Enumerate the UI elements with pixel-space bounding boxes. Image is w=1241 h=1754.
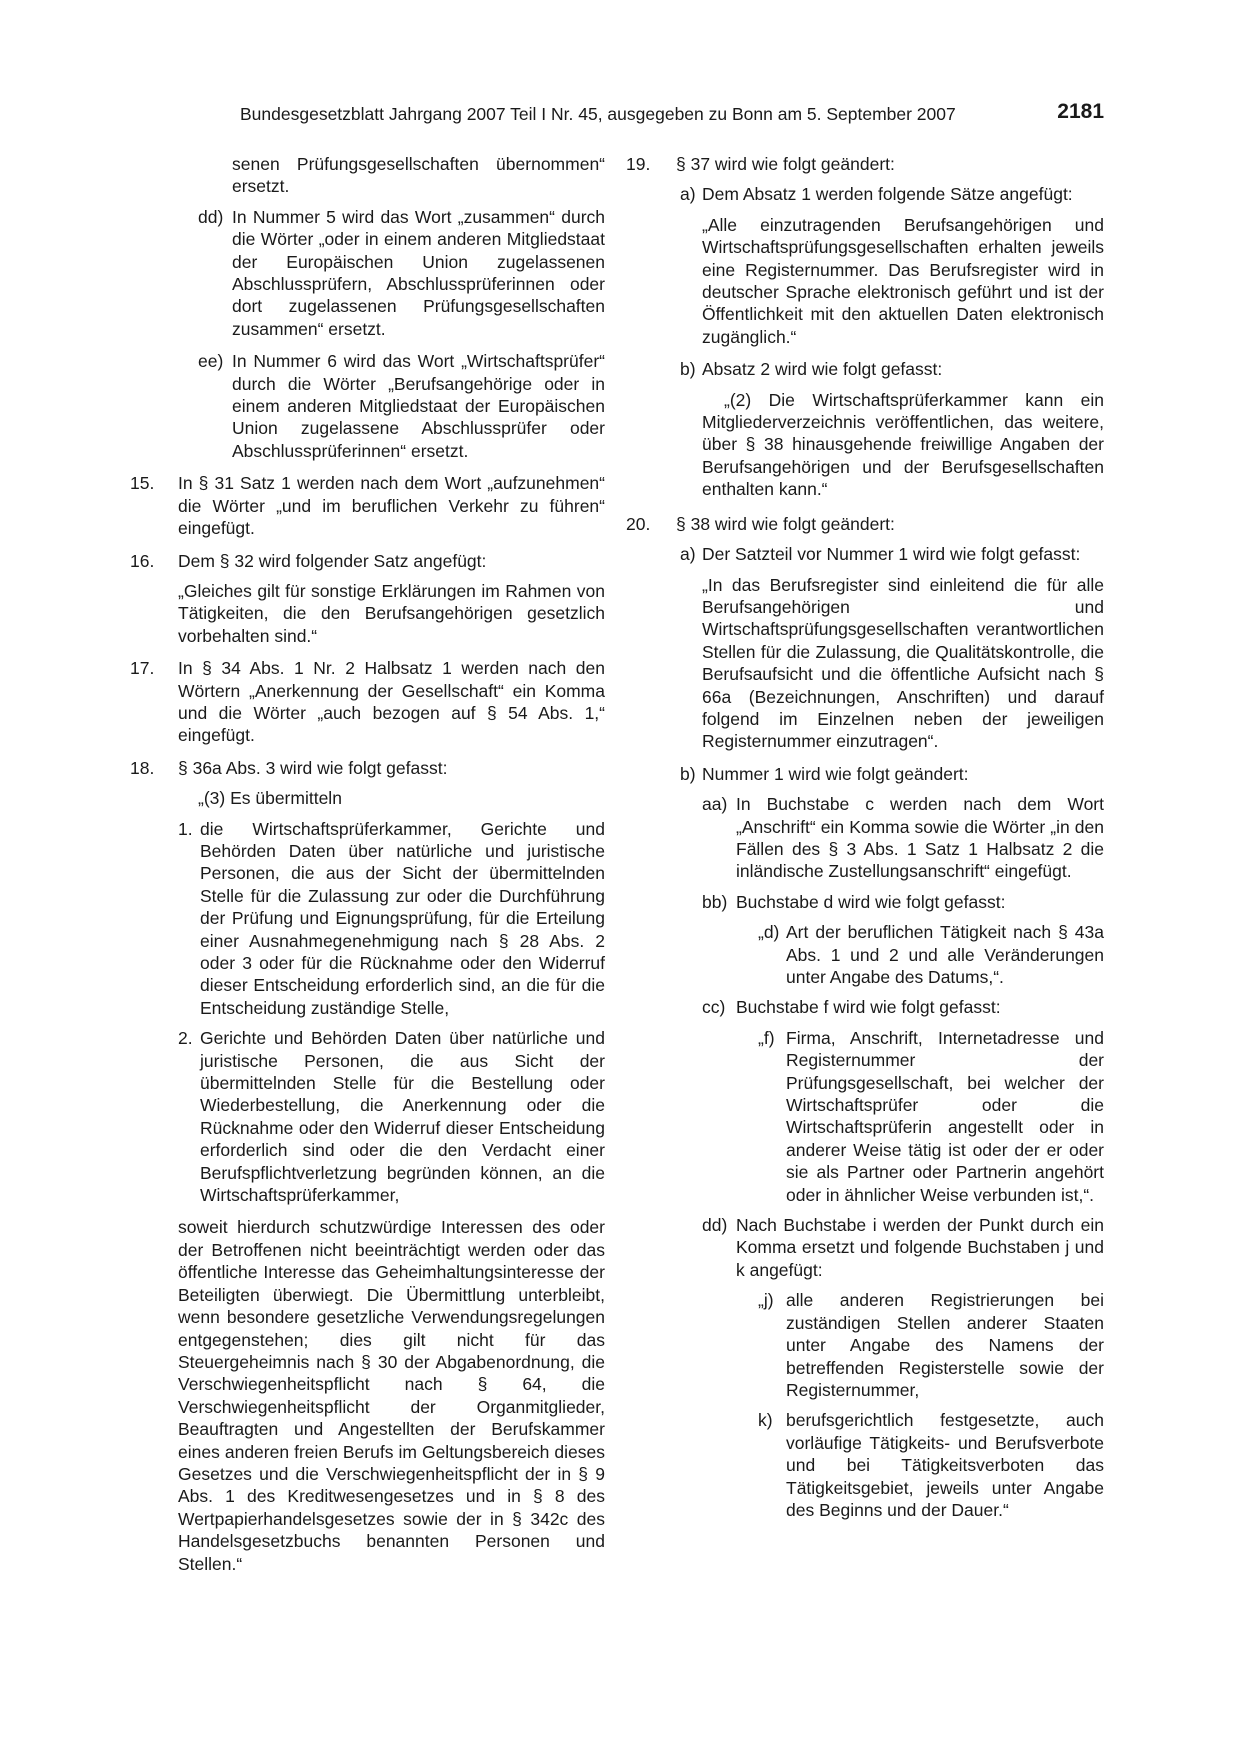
- right-column: [626, 153, 1104, 1521]
- item-20-b-aa: [702, 793, 1104, 883]
- item-16-quote: „Gleiches gilt für sonstige Erklärungen im Rahmen von Tätigkeiten, die den Berufsangehörigen gesetzlich vorbehalten sind.“: [178, 580, 605, 646]
- quote-text: Art der beruflichen Tätigkeit nach § 43a Abs. 1 und 2 und alle Veränderungen unter Angabe des Datums,“.: [786, 922, 1104, 987]
- item-number: 20.: [626, 513, 651, 534]
- quote-label: „j): [758, 1290, 774, 1311]
- item-text: In § 31 Satz 1 werden nach dem Wort „aufzunehmen“ die Wörter „und im beruflichen Verkehr zu führen“ eingefügt.: [178, 473, 605, 539]
- quote-text: Firma, Anschrift, Internetadresse und Registernummer der Prüfungsgesellschaft, bei welcher der Wirtschaftsprüfer oder die Wirtschaftsprüferin angestellt oder in anderer Weise tätig ist oder der er oder sie als Partner oder Partnerin angehört oder in ähnlicher Weise verbunden ist,“.: [786, 1027, 1104, 1205]
- sub-label: b): [680, 359, 696, 380]
- subsub-label: aa): [702, 794, 728, 815]
- item-19-b-quote: „(2) Die Wirtschaftsprüferkammer kann ein Mitgliederverzeichnis veröffentlichen, das weitere, über § 38 hinausgehende freiwillige Angaben der Berufsangehörigen und der Berufsgesellschaften enthalten kann.“: [702, 389, 1104, 500]
- quote-label: k): [758, 1410, 773, 1431]
- item-number: 16.: [130, 550, 155, 571]
- item-18-point-1: [178, 818, 605, 1020]
- sub-text: Der Satzteil vor Nummer 1 wird wie folgt gefasst:: [702, 544, 1081, 565]
- item-18: [130, 757, 605, 779]
- sub-label: a): [680, 544, 696, 565]
- subsub-label: dd): [702, 1215, 728, 1236]
- item-20-b-cc: [702, 996, 1104, 1018]
- item-text: Dem § 32 wird folgender Satz angefügt:: [178, 550, 487, 571]
- quote-text: berufsgerichtlich festgesetzte, auch vorläufige Tätigkeits- und Berufsverbote und bei Tätigkeitsverboten das Tätigkeitsgebiet, jeweils unter Angabe des Beginns und der Dauer.“: [786, 1410, 1104, 1520]
- quote-label: „d): [758, 922, 780, 943]
- item-text: § 37 wird wie folgt geändert:: [676, 154, 895, 174]
- item-20-b-cc-quote: [758, 1027, 1104, 1206]
- item-19-b: [680, 358, 1104, 380]
- sub-text: Nummer 1 wird wie folgt geändert:: [702, 763, 969, 784]
- left-column: [130, 153, 605, 1575]
- item-number: 19.: [626, 154, 651, 174]
- quote-text: alle anderen Registrierungen bei zuständigen Stellen anderer Staaten unter Angabe des Namens der betreffenden Registerstelle sowie der Registernummer,: [786, 1290, 1104, 1400]
- item-17: [130, 657, 605, 747]
- point-number: 2.: [178, 1028, 193, 1049]
- item-20-b-dd-j: [758, 1289, 1104, 1401]
- sub-label: a): [680, 184, 696, 205]
- subsub-text: Nach Buchstabe i werden der Punkt durch ein Komma ersetzt und folgende Buchstaben j und k angefügt:: [736, 1215, 1104, 1280]
- point-text: die Wirtschaftsprüferkammer, Gerichte und Behörden Daten über natürliche und juristische Personen, die aus der Sicht der übermittelnden Stelle für die Zulassung zur oder die Durchführung der Prüfung und Eignungsprüfung, für die Erteilung einer Ausnahmegenehmigung nach § 28 Abs. 2 oder 3 oder für die Rücknahme oder den Widerruf dieser Entscheidung erforderlich sind, an die für die Entscheidung zuständige Stelle,: [200, 818, 605, 1018]
- item-text: In Nummer 5 wird das Wort „zusammen“ durch die Wörter „oder in einem anderen Mitgliedstaat der Europäischen Union zugelassenen Abschlussprüfern, Abschlussprüferinnen oder dort zugelassenen Prüfungsgesellschaften zusammen“ ersetzt.: [232, 206, 605, 339]
- item-ee: [198, 350, 605, 462]
- running-title: Bundesgesetzblatt Jahrgang 2007 Teil I Nr. 45, ausgegeben zu Bonn am 5. September 2007: [240, 104, 956, 124]
- point-number: 1.: [178, 818, 193, 839]
- item-number: 18.: [130, 757, 155, 778]
- item-text: In Nummer 6 wird das Wort „Wirtschaftsprüfer“ durch die Wörter „Berufsangehörige oder in einem anderen Mitgliedstaat der Europäischen Union zugelassene Abschlussprüfer oder Abschlussprüferinnen“ ersetzt.: [232, 351, 605, 461]
- subsub-text: In Buchstabe c werden nach dem Wort „Anschrift“ ein Komma sowie die Wörter „in den Fällen des § 3 Abs. 1 Satz 1 Halbsatz 2 die inländische Zustellungsanschrift“ eingefügt.: [736, 794, 1104, 882]
- item-20-b-dd-k: [758, 1409, 1104, 1521]
- item-18-closing: soweit hierdurch schutzwürdige Interessen des oder der Betroffenen nicht beeinträchtigt werden oder das öffentliche Interesse das Geheimhaltungsinteresse der Beteiligten überwiegt. Die Übermittlung unterbleibt, wenn besondere gesetzliche Verwendungsregelungen entgegenstehen; dies gilt nicht für das Steuergeheimnis nach § 30 der Abgabenordnung, die Verschwiegenheitspflicht nach § 64, die Verschwiegenheitspflicht der Organmitglieder, Beauftragten und Angestellten der Berufskammer eines anderen freien Berufs im Geltungsbereich dieses Gesetzes und die Verschwiegenheitspflicht der in § 9 Abs. 1 des Kreditwesengesetzes und in § 8 des Wertpapierhandelsgesetzes sowie der in § 342c des Handelsgesetzbuchs benannten Personen und Stellen.“: [178, 1217, 605, 1574]
- item-19-a: [680, 183, 1104, 205]
- page-number: 2181: [1057, 100, 1104, 123]
- item-20: [626, 513, 1104, 535]
- item-label: ee): [198, 351, 224, 372]
- sub-text: Absatz 2 wird wie folgt gefasst:: [702, 359, 943, 380]
- item-20-b-bb: [702, 891, 1104, 913]
- item-dd: [198, 206, 605, 340]
- subsub-text: Buchstabe d wird wie folgt gefasst:: [736, 891, 1006, 912]
- sub-text: Dem Absatz 1 werden folgende Sätze angefügt:: [702, 184, 1073, 205]
- sub-label: b): [680, 763, 696, 784]
- continued-text: senen Prüfungsgesellschaften übernommen“ ersetzt.: [232, 154, 605, 197]
- item-text: § 36a Abs. 3 wird wie folgt gefasst:: [178, 757, 448, 778]
- item-20-b-bb-quote: [758, 921, 1104, 988]
- item-15: [130, 472, 605, 539]
- item-19-a-quote: „Alle einzutragenden Berufsangehörigen und Wirtschaftsprüfungsgesellschaften erhalten jeweils eine Registernummer. Das Berufsregister wird in deutscher Sprache elektronisch geführt und ist der Öffentlichkeit mit den aktuellen Daten elektronisch zugänglich.“: [702, 214, 1104, 347]
- subsub-label: cc): [702, 997, 726, 1018]
- item-18-subheading: „(3) Es übermitteln: [198, 788, 342, 809]
- item-19: [626, 153, 1104, 175]
- item-number: 15.: [130, 473, 155, 494]
- subsub-label: bb): [702, 891, 728, 912]
- item-18-point-2: [178, 1027, 605, 1206]
- quote-label: „f): [758, 1027, 775, 1048]
- point-text: Gerichte und Behörden Daten über natürliche und juristische Personen, die aus Sicht der übermittelnden Stelle für die Bestellung oder Wiederbestellung, die Anerkennung oder die Rücknahme oder den Widerruf dieser Entscheidung erforderlich sind oder die den Verdacht einer Berufspflichtverletzung begründen können, an die Wirtschaftsprüferkammer,: [200, 1028, 605, 1206]
- item-text: § 38 wird wie folgt geändert:: [676, 513, 895, 534]
- item-label: dd): [198, 206, 224, 227]
- item-20-b: [680, 763, 1104, 785]
- page-header: [240, 100, 1104, 130]
- item-20-a: [680, 543, 1104, 565]
- item-text: In § 34 Abs. 1 Nr. 2 Halbsatz 1 werden nach den Wörtern „Anerkennung der Gesellschaft“ ein Komma und die Wörter „auch bezogen auf § 54 Abs. 1,“ eingefügt.: [178, 658, 605, 746]
- subsub-text: Buchstabe f wird wie folgt gefasst:: [736, 997, 1001, 1018]
- item-20-a-quote: „In das Berufsregister sind einleitend die für alle Berufsangehörigen und Wirtschaftsprüfungsgesellschaften verantwortlichen Stellen für die Zulassung, die Qualitätskontrolle, die Berufsaufsicht und die öffentliche Aufsicht nach § 66a (Bezeichnungen, Anschriften) und darauf folgend im Einzelnen neben der jeweiligen Registernummer einzutragen“.: [702, 574, 1104, 752]
- item-20-b-dd: [702, 1214, 1104, 1281]
- item-16: [130, 550, 605, 572]
- item-number: 17.: [130, 658, 155, 679]
